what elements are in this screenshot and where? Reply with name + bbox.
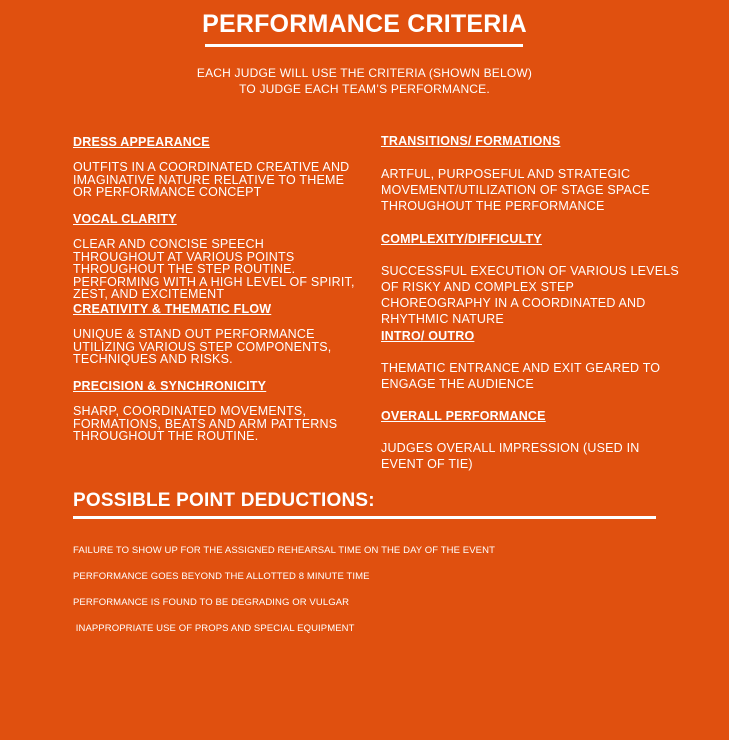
criterion-text-transitions: ARTFUL, PURPOSEFUL AND STRATEGIC MOVEMENT/UTILIZATION OF STAGE SPACE THROUGHOUT THE PERFORMANCE: [381, 167, 650, 213]
criterion-heading-precision: PRECISION & SYNCHRONICITY: [73, 379, 267, 393]
criterion-heading-intro-outro: INTRO/ OUTRO: [381, 329, 475, 343]
criterion-text-intro-outro: THEMATIC ENTRANCE AND EXIT GEARED TO ENGAGE THE AUDIENCE: [381, 361, 661, 391]
criterion-heading-dress-appearance: DRESS APPEARANCE: [73, 135, 210, 149]
deduction-item: FAILURE TO SHOW UP FOR THE ASSIGNED REHEARSAL TIME ON THE DAY OF THE EVENT: [73, 545, 495, 556]
criterion-text-precision: SHARP, COORDINATED MOVEMENTS, FORMATIONS, BEATS AND ARM PATTERNS THROUGHOUT THE ROUTINE.: [73, 404, 338, 443]
deductions-title: POSSIBLE POINT DEDUCTIONS:: [73, 490, 375, 511]
deductions-underline: [73, 516, 656, 519]
deduction-item: PERFORMANCE GOES BEYOND THE ALLOTTED 8 MINUTE TIME: [73, 571, 370, 582]
criterion-heading-creativity: CREATIVITY & THEMATIC FLOW: [73, 302, 272, 316]
criterion-heading-transitions: TRANSITIONS/ FORMATIONS: [381, 134, 561, 148]
criterion-text-overall: JUDGES OVERALL IMPRESSION (USED IN EVENT OF TIE): [381, 441, 640, 471]
criterion-text-vocal-clarity: CLEAR AND CONCISE SPEECH THROUGHOUT AT VARIOUS POINTS THROUGHOUT THE STEP ROUTINE. PERFORMING WITH A HIGH LEVEL OF SPIRIT, ZEST, AND EXCITEMENT: [73, 237, 355, 301]
criterion-text-dress-appearance: OUTFITS IN A COORDINATED CREATIVE AND IMAGINATIVE NATURE RELATIVE TO THEME OR PERFORMANCE CONCEPT: [73, 160, 350, 199]
title-underline: [205, 44, 523, 47]
page-title: PERFORMANCE CRITERIA: [202, 10, 527, 38]
criterion-heading-complexity: COMPLEXITY/DIFFICULTY: [381, 232, 542, 246]
criterion-heading-vocal-clarity: VOCAL CLARITY: [73, 212, 177, 226]
intro-line-1: EACH JUDGE WILL USE THE CRITERIA (SHOWN BELOW): [196, 66, 533, 80]
criterion-heading-overall: OVERALL PERFORMANCE: [381, 409, 546, 423]
criterion-text-creativity: UNIQUE & STAND OUT PERFORMANCE UTILIZING VARIOUS STEP COMPONENTS, TECHNIQUES AND RISKS.: [73, 327, 332, 366]
intro-line-2: TO JUDGE EACH TEAM’S PERFORMANCE.: [239, 81, 490, 96]
deduction-item: PERFORMANCE IS FOUND TO BE DEGRADING OR VULGAR: [73, 597, 350, 608]
deduction-item: INAPPROPRIATE USE OF PROPS AND SPECIAL EQUIPMENT: [73, 623, 355, 634]
criterion-text-complexity: SUCCESSFUL EXECUTION OF VARIOUS LEVELS OF RISKY AND COMPLEX STEP CHOREOGRAPHY IN A COORDINATED AND RHYTHMIC NATURE: [381, 264, 679, 326]
intro-text: [0, 66, 729, 97]
